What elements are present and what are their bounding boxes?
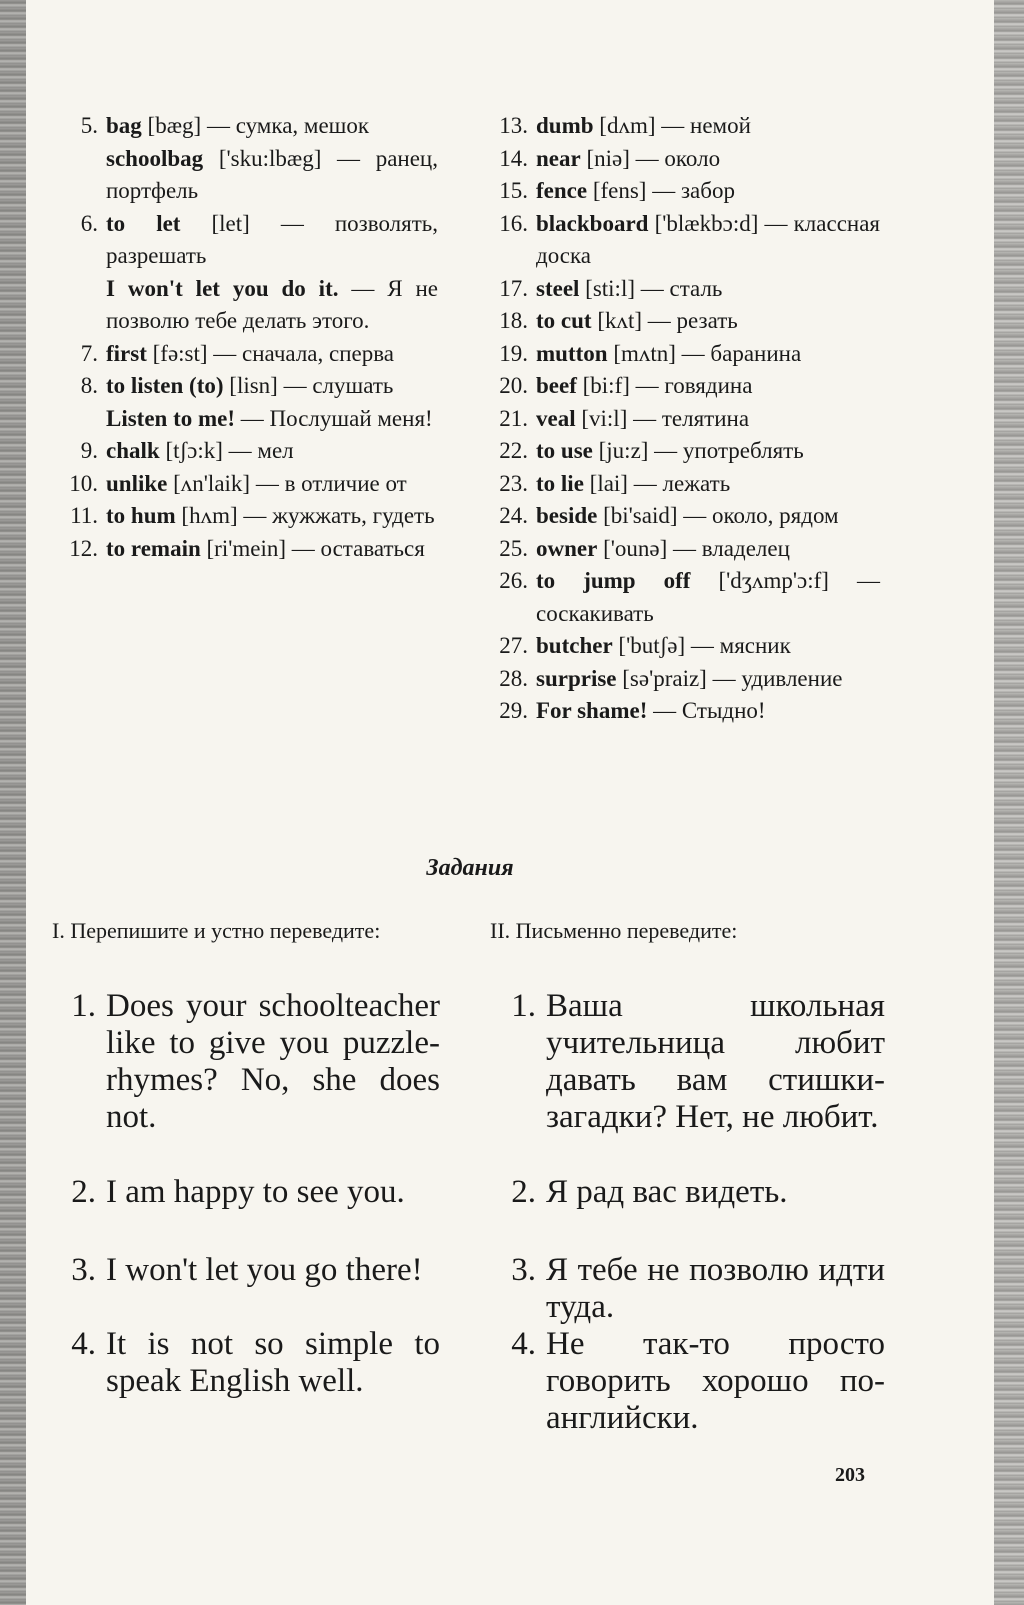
vocab-entry-23 <box>480 468 880 501</box>
entry-definition: — Послушай меня! <box>235 405 433 431</box>
section-heading: Задания <box>426 855 514 881</box>
entry-definition: [let] — позволять, разрешать <box>106 210 438 268</box>
entry-number: 21. <box>499 405 528 431</box>
vocab-column-right <box>480 110 880 728</box>
vocab-entry-19 <box>480 338 880 371</box>
page-edge-right <box>994 0 1024 1605</box>
vocab-entry-8 <box>50 370 438 403</box>
entry-definition: [bi'said] — около, рядом <box>597 503 839 528</box>
entry-definition: [kʌt] — резать <box>591 308 738 333</box>
entry-number: 29. <box>499 698 528 723</box>
vocab-entry-25 <box>480 533 880 566</box>
entry-number: 6. <box>80 210 98 236</box>
item-number: 3. <box>511 1252 536 1288</box>
item-text: Не так-то просто говорить хорошо по-английски. <box>546 1326 885 1436</box>
entry-definition: [lisn] — слушать <box>223 373 394 398</box>
entry-definition: [fens] — забор <box>587 178 735 203</box>
entry-word: steel <box>536 275 580 301</box>
entry-definition: [dʌm] — немой <box>593 113 751 138</box>
entry-number: 15. <box>499 178 528 203</box>
entry-word: veal <box>536 405 576 431</box>
entry-word: For shame! <box>536 698 648 723</box>
entry-number: 25. <box>499 535 528 561</box>
entry-number: 24. <box>499 503 528 528</box>
entry-word: beside <box>536 503 598 528</box>
vocab-entry-24 <box>480 500 880 533</box>
item-text: Я тебе не позволю идти туда. <box>546 1252 885 1325</box>
entry-number: 22. <box>499 438 528 463</box>
vocab-entry-26 <box>480 565 880 630</box>
vocab-entry-10 <box>50 468 438 501</box>
item-number: 2. <box>511 1174 536 1210</box>
entry-number: 18. <box>499 308 528 333</box>
entry-number: 23. <box>499 470 528 496</box>
entry-word: I won't let you do it. <box>106 275 339 301</box>
entry-definition: [vi:l] — телятина <box>575 405 750 431</box>
item-text: Я рад вас видеть. <box>546 1174 788 1210</box>
entry-number: 20. <box>499 373 528 398</box>
item-number: 1. <box>511 988 536 1024</box>
entry-word: dumb <box>536 113 594 138</box>
entry-number: 13. <box>499 113 528 138</box>
vocab-entry-28 <box>480 663 880 696</box>
entry-definition: ['ounə] — владелец <box>597 535 790 561</box>
task-1-item-4 <box>50 1326 440 1400</box>
item-number: 2. <box>71 1174 96 1210</box>
entry-word: surprise <box>536 665 617 691</box>
entry-definition: [hʌm] — жужжать, гудеть <box>175 503 435 528</box>
entry-definition: [sə'praiz] — удивление <box>616 665 843 691</box>
entry-word: to jump off <box>536 568 691 593</box>
vocab-entry-9 <box>50 435 438 468</box>
vocab-example-wont-let <box>50 273 438 338</box>
entry-word: chalk <box>106 438 160 463</box>
entry-definition: ['blækbɔ:d] — классная доска <box>536 210 880 268</box>
item-number: 4. <box>71 1326 96 1362</box>
entry-word: schoolbag <box>106 145 204 171</box>
entry-number: 10. <box>69 470 98 496</box>
entry-definition: [bi:f] — говядина <box>576 373 753 398</box>
vocab-entry-18 <box>480 305 880 338</box>
entry-number: 19. <box>499 340 528 366</box>
entry-word: Listen to me! <box>106 405 236 431</box>
vocab-entry-27 <box>480 630 880 663</box>
entry-number: 9. <box>80 438 98 463</box>
task-1-item-2 <box>50 1174 440 1211</box>
vocab-entry-13 <box>480 110 880 143</box>
task-2-item-4 <box>490 1326 885 1437</box>
entry-word: beef <box>536 373 577 398</box>
item-text: It is not so simple to speak English well. <box>106 1326 440 1399</box>
entry-number: 28. <box>499 665 528 691</box>
entry-word: unlike <box>106 470 168 496</box>
entry-number: 14. <box>499 145 528 171</box>
entry-definition: [niə] — около <box>580 145 721 171</box>
vocab-entry-11 <box>50 500 438 533</box>
vocab-entry-12 <box>50 533 438 566</box>
task-1-item-3 <box>50 1252 440 1289</box>
entry-word: to cut <box>536 308 592 333</box>
entry-definition: [ʌn'laik] — в отличие от <box>167 470 407 496</box>
task-2-item-2 <box>490 1174 885 1211</box>
vocab-entry-6 <box>50 208 438 273</box>
vocab-entry-5 <box>50 110 438 143</box>
entry-number: 5. <box>80 113 98 138</box>
vocab-entry-7 <box>50 338 438 371</box>
entry-word: fence <box>536 178 588 203</box>
entry-number: 17. <box>499 275 528 301</box>
vocab-example-listen <box>50 403 438 436</box>
item-number: 4. <box>511 1326 536 1362</box>
entry-word: near <box>536 145 581 171</box>
entry-word: to let <box>106 210 181 236</box>
entry-definition: — Стыдно! <box>647 698 766 723</box>
item-text: Does your schoolteacher like to give you puzzle-rhymes? No, she does not. <box>106 988 440 1135</box>
entry-number: 12. <box>69 535 98 561</box>
entry-definition: ['sku:lbæg] — ранец, портфель <box>106 145 438 203</box>
vocab-entry-15 <box>480 175 880 208</box>
item-text: I won't let you go there! <box>106 1252 423 1288</box>
entry-definition: [fə:st] — сначала, сперва <box>146 340 395 366</box>
entry-word: mutton <box>536 340 608 366</box>
task-2-title: II. Письменно переведите: <box>490 918 738 943</box>
vocab-subentry-schoolbag <box>50 143 438 208</box>
vocab-entry-16 <box>480 208 880 273</box>
entry-word: bag <box>106 113 142 138</box>
item-text: Ваша школьная учительница любит давать вам стишки-загадки? Нет, не любит. <box>546 988 885 1135</box>
entry-definition: [bæg] — сумка, мешок <box>141 113 370 138</box>
entry-definition: [sti:l] — сталь <box>579 275 723 301</box>
vocab-entry-17 <box>480 273 880 306</box>
entry-definition: [mʌtn] — баранина <box>607 340 802 366</box>
entry-definition: [ri'mein] — оставаться <box>200 535 425 561</box>
page-edge-left <box>0 0 26 1605</box>
entry-definition: ['dʒʌmp'ɔ:f] — соскакивать <box>536 568 880 626</box>
entry-word: blackboard <box>536 210 649 236</box>
vocab-entry-29 <box>480 695 880 728</box>
item-number: 1. <box>71 988 96 1024</box>
task-1-item-1 <box>50 988 440 1136</box>
entry-definition: [ju:z] — употреблять <box>592 438 804 463</box>
entry-word: to listen (to) <box>106 373 224 398</box>
entry-number: 16. <box>499 210 528 236</box>
task-1-title: I. Перепишите и устно переведите: <box>52 918 381 943</box>
entry-definition: ['butʃə] — мясник <box>612 633 791 658</box>
entry-number: 27. <box>499 633 528 658</box>
entry-number: 26. <box>499 568 528 593</box>
item-number: 3. <box>71 1252 96 1288</box>
entry-definition: [tʃɔ:k] — мел <box>159 438 294 463</box>
entry-number: 7. <box>80 340 98 366</box>
entry-word: to hum <box>106 503 176 528</box>
vocab-entry-20 <box>480 370 880 403</box>
entry-definition: — Я не позволю тебе делать этого. <box>106 275 439 333</box>
entry-number: 8. <box>80 373 98 398</box>
page-number: 203 <box>835 1464 865 1486</box>
entry-word: to remain <box>106 535 201 561</box>
vocab-entry-22 <box>480 435 880 468</box>
vocab-column-left <box>50 110 438 565</box>
vocab-entry-21 <box>480 403 880 436</box>
entry-word: butcher <box>536 633 613 658</box>
task-2-item-1 <box>490 988 885 1136</box>
item-text: I am happy to see you. <box>106 1174 405 1210</box>
entry-word: owner <box>536 535 598 561</box>
entry-word: to use <box>536 438 593 463</box>
entry-word: first <box>106 340 147 366</box>
vocab-entry-14 <box>480 143 880 176</box>
entry-word: to lie <box>536 470 584 496</box>
entry-definition: [lai] — лежать <box>583 470 731 496</box>
task-2-item-3 <box>490 1252 885 1326</box>
entry-number: 11. <box>70 503 98 528</box>
